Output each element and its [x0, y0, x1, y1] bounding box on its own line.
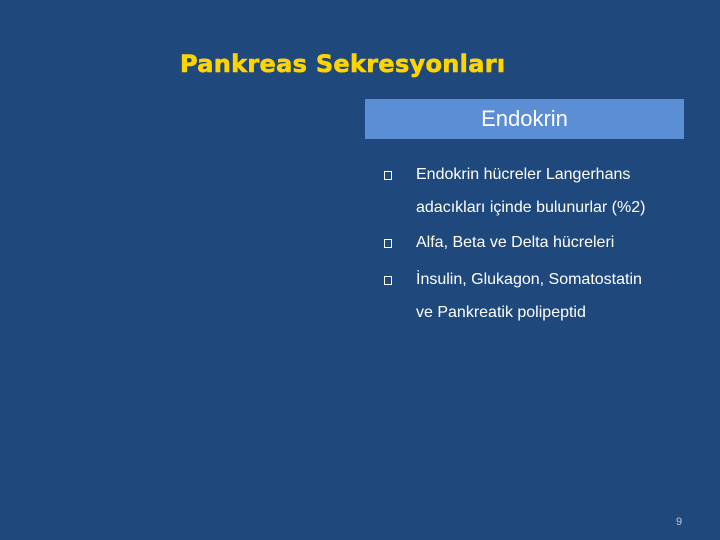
checkbox-bullet-icon [384, 276, 392, 285]
bullet-text: Alfa, Beta ve Delta hücreleri [416, 234, 615, 251]
section-header: Endokrin [365, 99, 684, 139]
slide-title: Pankreas Sekresyonları [180, 50, 506, 78]
bullet-text: ve Pankreatik polipeptid [416, 304, 586, 321]
bullet-text: İnsulin, Glukagon, Somatostatin [416, 271, 642, 288]
page-number: 9 [676, 516, 683, 528]
bullet-text: Endokrin hücreler Langerhans [416, 166, 631, 183]
bullet-text: adacıkları içinde bulunurlar (%2) [416, 199, 646, 216]
checkbox-bullet-icon [384, 171, 392, 180]
checkbox-bullet-icon [384, 239, 392, 248]
